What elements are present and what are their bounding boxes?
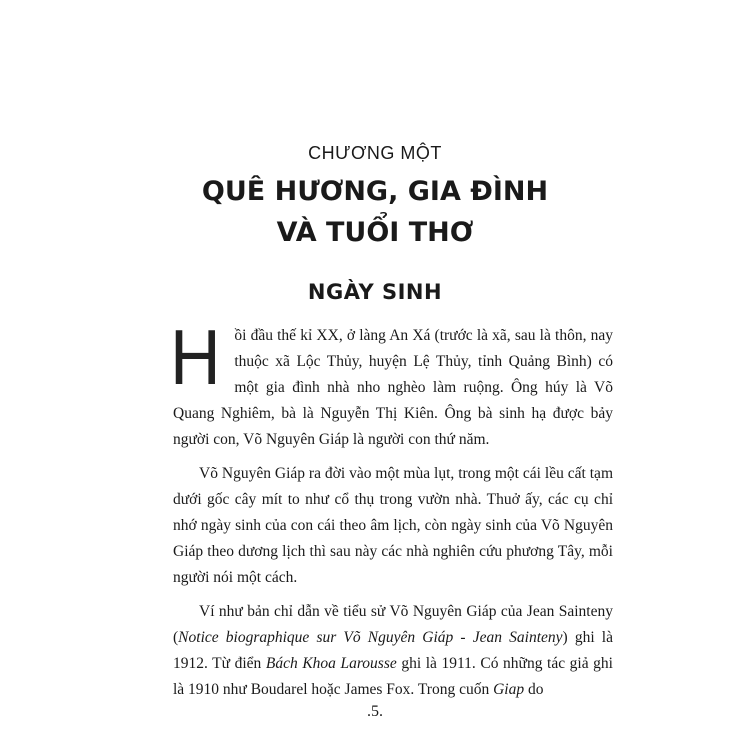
paragraph-3-italic-larousse: Bách Khoa Larousse (265, 655, 397, 672)
paragraph-1 (170, 313, 613, 453)
paragraph-2: Võ Nguyên Giáp ra đời vào một mùa lụt, trong một cái lều cất tạm dưới gốc cây mít to như cổ thụ trong vườn nhà. Thuở ấy, các cụ chỉ nhớ ngày sinh của con cái theo âm lịch, còn ngày sinh của Võ Nguyên Giáp theo dương lịch thì sau này các nhà nghiên cứu phương Tây, mỗi người nói một cách. (173, 465, 613, 586)
section-heading: NGÀY SINH (307, 280, 443, 304)
paragraph-3-part-g: do (524, 681, 544, 698)
paragraph-3-italic-giap: Giap (493, 681, 525, 698)
chapter-title-line-1: QUÊ HƯƠNG, GIA ĐÌNH (201, 176, 549, 207)
paragraph-3-italic-notice: Notice biographique sur Võ Nguyên Giáp - Jean Sainteny (178, 629, 563, 646)
paragraph-3-part-c: ) ghi là 1912. Từ điển (173, 629, 613, 672)
paragraph-1-text: ồi đầu thế kỉ XX, ở làng An Xá (trước là xã, sau là thôn, nay thuộc xã Lộc Thủy, huyện Lệ Thủy, tỉnh Quảng Bình) có một gia đình nhà nho nghèo làm ruộng. Ông húy là Võ Quang Nghiêm, bà là Nguyễn Thị Kiên. Ông bà sinh hạ được bảy người con, Võ Nguyên Giáp là người con thứ năm. (173, 327, 613, 448)
chapter-title-line-2: VÀ TUỔI THƠ (276, 217, 474, 248)
paragraph-3 (173, 599, 613, 703)
drop-cap: H (170, 313, 221, 401)
paragraph-3-part-e: ghi là 1911. Có những tác giả ghi là 1910 như Boudarel hoặc James Fox. Trong cuốn (173, 655, 613, 698)
body-text (170, 313, 613, 703)
page-number: .5. (367, 703, 383, 720)
chapter-label: CHƯƠNG MỘT (308, 143, 442, 163)
paragraph-3-part-a: Ví như bản chỉ dẫn về tiểu sử Võ Nguyên Giáp của Jean Sainteny ( (173, 603, 613, 646)
